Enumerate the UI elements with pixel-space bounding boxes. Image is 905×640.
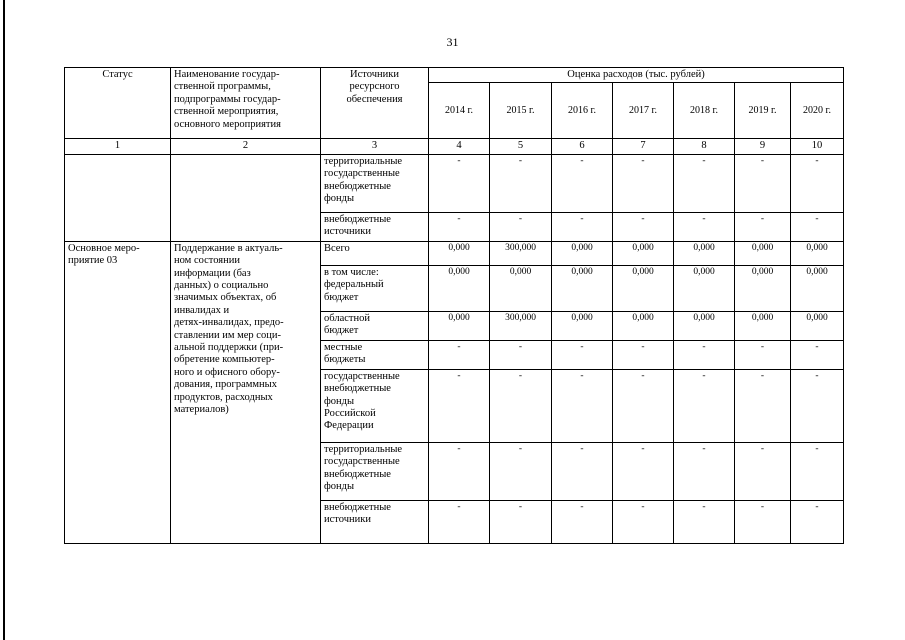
measure-row (65, 241, 844, 265)
value-cell: 0,000 (552, 241, 613, 265)
year-2018: 2018 г. (674, 83, 735, 139)
value-cell: 300,000 (490, 241, 552, 265)
source-cell: внебюджетные источники (321, 212, 429, 241)
value-cell: - (735, 500, 791, 543)
year-2014: 2014 г. (429, 83, 490, 139)
value-cell: 0,000 (674, 241, 735, 265)
value-cell: - (791, 442, 844, 500)
year-2019: 2019 г. (735, 83, 791, 139)
value-cell: - (613, 212, 674, 241)
value-cell: 300,000 (490, 311, 552, 340)
source-cell: территориальные государственные внебюджетные фонды (321, 442, 429, 500)
col-num-1: 1 (65, 139, 171, 154)
value-cell: 0,000 (429, 265, 490, 311)
header-status: Статус (65, 68, 171, 139)
value-cell: - (429, 500, 490, 543)
value-cell: - (791, 500, 844, 543)
value-cell: - (552, 212, 613, 241)
source-cell: областной бюджет (321, 311, 429, 340)
value-cell: - (552, 154, 613, 212)
col-num-7: 7 (613, 139, 674, 154)
source-cell: государственные внебюджетные фонды Российской Федерации (321, 369, 429, 442)
value-cell: 0,000 (552, 265, 613, 311)
value-cell: 0,000 (791, 311, 844, 340)
value-cell: 0,000 (735, 265, 791, 311)
value-cell: 0,000 (613, 265, 674, 311)
value-cell: - (735, 340, 791, 369)
col-num-8: 8 (674, 139, 735, 154)
expenses-table (64, 67, 844, 544)
value-cell: - (735, 442, 791, 500)
value-cell: - (613, 340, 674, 369)
value-cell: - (613, 369, 674, 442)
name-cell-empty (171, 154, 321, 241)
value-cell: 0,000 (613, 311, 674, 340)
value-cell: - (429, 212, 490, 241)
value-cell: - (552, 369, 613, 442)
value-cell: - (429, 369, 490, 442)
year-2016: 2016 г. (552, 83, 613, 139)
col-num-6: 6 (552, 139, 613, 154)
value-cell: - (791, 340, 844, 369)
value-cell: - (490, 369, 552, 442)
col-num-9: 9 (735, 139, 791, 154)
value-cell: - (552, 442, 613, 500)
value-cell: - (429, 154, 490, 212)
measure-status: Основное меро- приятие 03 (65, 241, 171, 543)
value-cell: 0,000 (674, 265, 735, 311)
value-cell: - (674, 212, 735, 241)
header-sources: Источники ресурсного обеспечения (321, 68, 429, 139)
year-2017: 2017 г. (613, 83, 674, 139)
header-expenses: Оценка расходов (тыс. рублей) (429, 68, 844, 83)
value-cell: - (735, 154, 791, 212)
value-cell: - (490, 500, 552, 543)
value-cell: - (490, 154, 552, 212)
value-cell: - (791, 212, 844, 241)
source-cell: в том числе: федеральный бюджет (321, 265, 429, 311)
value-cell: - (490, 212, 552, 241)
value-cell: - (674, 442, 735, 500)
value-cell: - (791, 369, 844, 442)
value-cell: 0,000 (429, 241, 490, 265)
value-cell: 0,000 (613, 241, 674, 265)
col-num-2: 2 (171, 139, 321, 154)
col-num-10: 10 (791, 139, 844, 154)
value-cell: - (674, 340, 735, 369)
value-cell: - (613, 442, 674, 500)
value-cell: 0,000 (429, 311, 490, 340)
value-cell: 0,000 (490, 265, 552, 311)
value-cell: 0,000 (552, 311, 613, 340)
header-row (65, 68, 844, 83)
value-cell: - (552, 340, 613, 369)
page-number: 31 (446, 35, 459, 49)
value-cell: - (674, 500, 735, 543)
year-2015: 2015 г. (490, 83, 552, 139)
source-cell: территориальные государственные внебюджетные фонды (321, 154, 429, 212)
value-cell: - (490, 340, 552, 369)
value-cell: - (552, 500, 613, 543)
value-cell: - (735, 369, 791, 442)
value-cell: - (429, 340, 490, 369)
status-cell-empty (65, 154, 171, 241)
col-num-4: 4 (429, 139, 490, 154)
source-cell: внебюджетные источники (321, 500, 429, 543)
value-cell: 0,000 (735, 311, 791, 340)
value-cell: 0,000 (791, 265, 844, 311)
value-cell: - (613, 500, 674, 543)
value-cell: 0,000 (735, 241, 791, 265)
header-program-name: Наименование государ- ственной программы, подпрограммы государ- ственной мероприятия, основного мероприятия (171, 68, 321, 139)
page-left-edge-line (3, 0, 5, 640)
source-cell: местные бюджеты (321, 340, 429, 369)
value-cell: - (490, 442, 552, 500)
value-cell: - (429, 442, 490, 500)
value-cell: 0,000 (674, 311, 735, 340)
continued-row (65, 154, 844, 212)
value-cell: - (735, 212, 791, 241)
value-cell: - (613, 154, 674, 212)
col-num-5: 5 (490, 139, 552, 154)
measure-name: Поддержание в актуаль- ном состоянии информации (баз данных) о социально значимых объектах, об инвалидах и детях-инвалидах, предо- ставлении им мер соци- альной поддержки (при- обретение компьютер- ного и офисного обору- дования, программных продуктов, расходных материалов) (171, 241, 321, 543)
value-cell: - (674, 369, 735, 442)
value-cell: - (791, 154, 844, 212)
year-2020: 2020 г. (791, 83, 844, 139)
column-numbers-row (65, 139, 844, 154)
source-cell: Всего (321, 241, 429, 265)
value-cell: - (674, 154, 735, 212)
value-cell: 0,000 (791, 241, 844, 265)
col-num-3: 3 (321, 139, 429, 154)
